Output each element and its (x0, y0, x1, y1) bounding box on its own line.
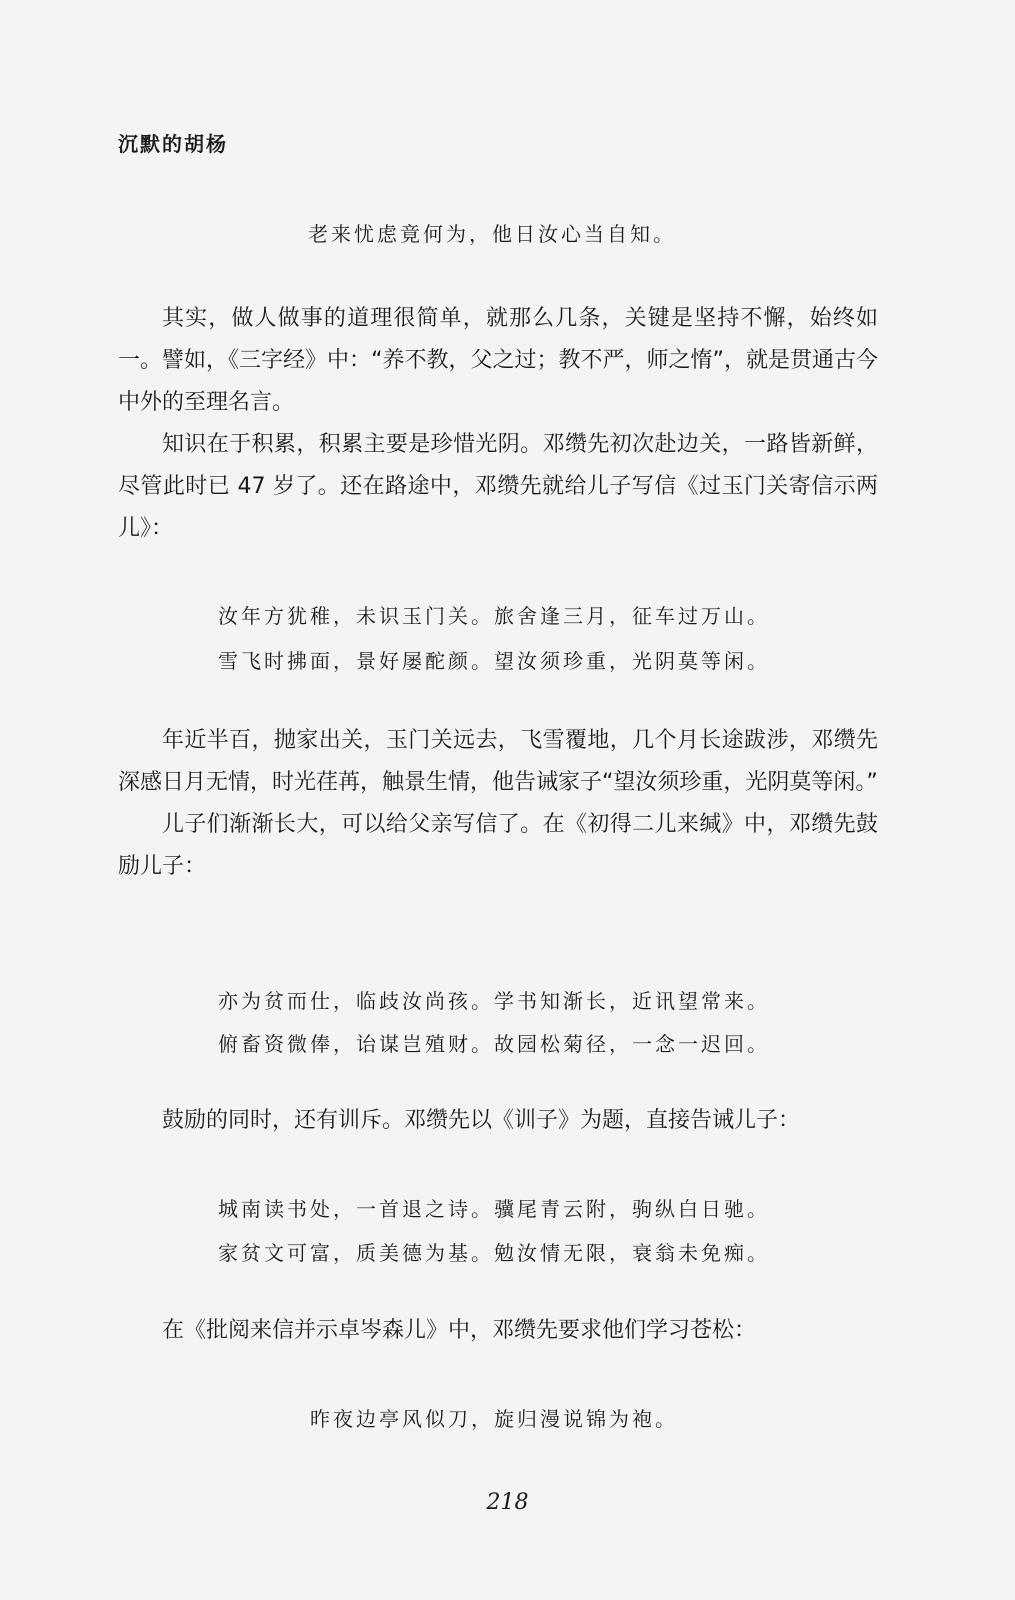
page-number: 218 (486, 1490, 529, 1515)
poem-line: 雪飞时拂面，景好屡酡颜。望汝须珍重，光阴莫等闲。 (218, 649, 770, 673)
poem-line: 俯畜资微俸，诒谋岂殖财。故园松菊径，一念一迟回。 (218, 1032, 770, 1056)
paragraph-text: 年近半百，抛家出关，玉门关远去，飞雪覆地，几个月长途跋涉，邓缵先深感日月无情，时光荏苒，触景生情，他告诫家子“望汝须珍重，光阴莫等闲。” (118, 728, 878, 795)
paragraph (118, 1100, 878, 1142)
paragraph-text: 儿子们渐渐长大，可以给父亲写信了。在《初得二儿来缄》中，邓缵先鼓励儿子： (118, 812, 878, 879)
paragraph (118, 298, 878, 550)
paragraph-text: 其实，做人做事的道理很简单，就那么几条，关键是坚持不懈，始终如一。譬如，《三字经》中：“养不教，父之过；教不严，师之惰”，就是贯通古今中外的至理名言。 (118, 306, 878, 415)
paragraph-text: 知识在于积累，积累主要是珍惜光阴。邓缵先初次赴边关，一路皆新鲜，尽管此时已 47 岁了。还在路途中，邓缵先就给儿子写信《过玉门关寄信示两儿》： (118, 432, 878, 541)
poem-line: 城南读书处，一首退之诗。骥尾青云附，驹纵白日驰。 (218, 1197, 770, 1221)
verse-line: 老来忧虑竟何为，他日汝心当自知。 (308, 222, 676, 246)
paragraph (118, 720, 878, 888)
poem-line: 汝年方犹稚，未识玉门关。旅舍逢三月，征车过万山。 (218, 604, 770, 628)
verse-line: 昨夜边亭风似刀，旋归漫说锦为袍。 (310, 1407, 678, 1431)
running-header: 沉默的胡杨 (118, 132, 228, 156)
poem-line: 亦为贫而仕，临歧汝尚孩。学书知渐长，近讯望常来。 (218, 989, 770, 1013)
paragraph (118, 1310, 878, 1352)
paragraph-text: 在《批阅来信并示卓岑森儿》中，邓缵先要求他们学习苍松： (162, 1318, 757, 1343)
poem-line: 家贫文可富，质美德为基。勉汝情无限，衰翁未免痴。 (218, 1241, 770, 1265)
paragraph-text: 鼓励的同时，还有训斥。邓缵先以《训子》为题，直接告诫儿子： (162, 1108, 801, 1133)
